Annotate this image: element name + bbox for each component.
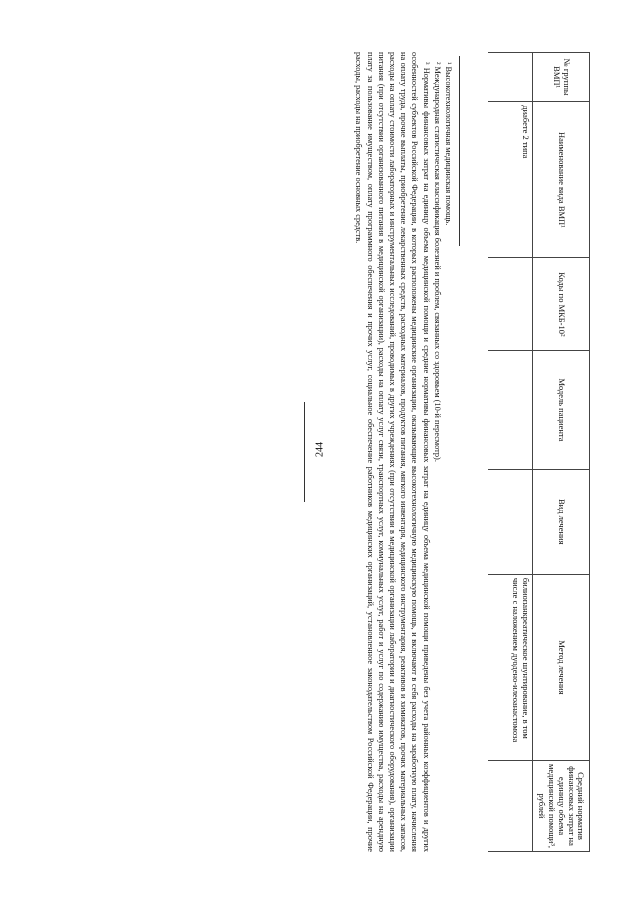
rotated-page-content (50, 52, 590, 852)
header-treatment-method: Метод лечения (533, 574, 590, 760)
footnotes (353, 52, 454, 852)
vmp-table (488, 52, 590, 852)
end-separator-line (304, 402, 305, 502)
cell-treatment-method: билиопанкреатическое шунтирование, в том числе с наложением дуодено-илеоанастомоза (488, 574, 533, 760)
cell-group-number (488, 53, 533, 102)
header-cost-norm: Средний норматив финансовых затрат на единицу объема медицинской помощи³, рублей (533, 761, 590, 852)
header-treatment-type: Вид лечения (533, 469, 590, 574)
header-group-number: № группы ВМП¹ (533, 53, 590, 102)
page-number: 244 (314, 442, 326, 457)
footnote-1: ¹ Высокотехнологичная медицинская помощь. (444, 62, 453, 226)
header-patient-model: Модель пациента (533, 351, 590, 469)
cell-icd-codes (488, 258, 533, 351)
cell-cost-norm (488, 761, 533, 852)
cell-vmp-name: диабете 2 типа (488, 102, 533, 258)
table-header-row (533, 53, 590, 852)
cell-patient-model (488, 351, 533, 469)
table-row (488, 53, 533, 852)
cell-treatment-type (488, 469, 533, 574)
footnote-separator (459, 56, 460, 246)
footnote-2: ² Международная статистическая классификация болезней и проблем, связанных со здоровьем (10-й пересмотр). (432, 62, 442, 462)
footnote-3: ³ Нормативы финансовых затрат на единицу объема медицинской помощи и средние нормативы финансовых затрат на единицу объема медицинской помощи приведены без учета районных коэффициентов и других особенностей субъектов Российской Федерации, в которых расположены медицинские организации, оказывающие высокотехнологичную медицинскую помощь, и включают в себя расходы на заработную плату, начисления на оплату труда, прочие выплаты, приобретение лекарственных средств, расходных материалов, продуктов питания, мягкого инвентаря, медицинского инструментария, реактивов и химикатов, прочих материальных запасов, расходы на оплату стоимости лабораторных и инструментальных исследований, проводимых в других учреждениях (при отсутствии в медицинской организации лаборатории и диагностического оборудования), организации питания (при отсутствии организованного питания в медицинской организации), расходы на оплату услуг связи, транспортных услуг, коммунальных услуг, работ и услуг по содержанию имущества, расходы на арендную плату за пользование имуществом, оплату программного обеспечения и прочих услуг, социальное обеспечение работников медицинских организаций, установленное законодательством Российской Федерации, прочие расходы, расходы на приобретение основных средств. (354, 52, 431, 852)
header-vmp-name: Наименование вида ВМП¹ (533, 102, 590, 258)
header-icd-codes: Коды по МКБ-10² (533, 258, 590, 351)
